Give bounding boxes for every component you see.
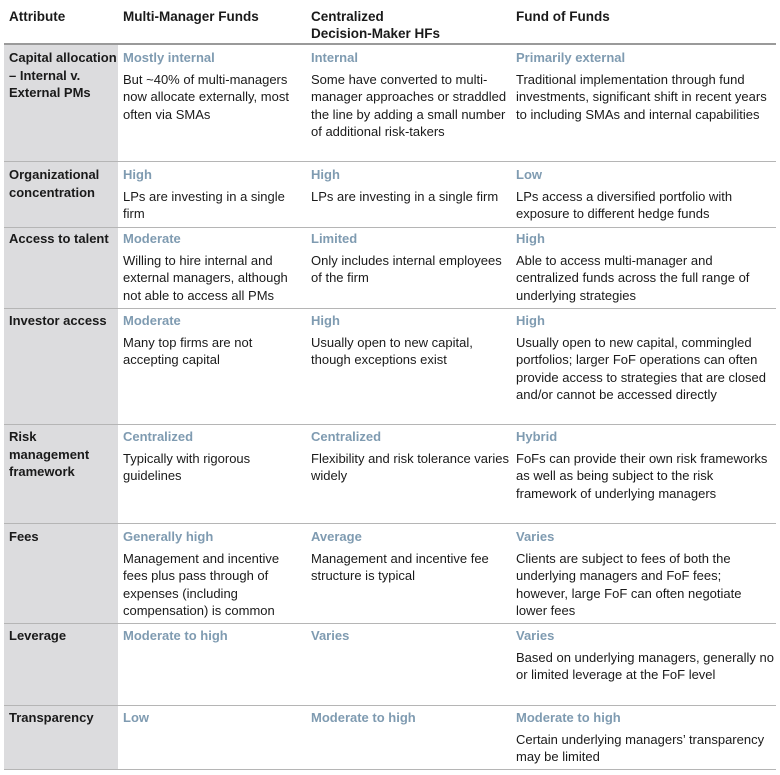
cell-description: Usually open to new capital, though exceptions exist	[311, 334, 473, 367]
header-fund-of-funds: Fund of Funds	[516, 9, 610, 24]
header-attribute: Attribute	[9, 9, 66, 24]
row-divider	[4, 705, 776, 706]
cell-description: But ~40% of multi-managers now allocate externally, most often via SMAs	[123, 71, 289, 122]
multi-manager-cell	[123, 709, 305, 727]
cell-description: LPs access a diversified portfolio with exposure to different hedge funds	[516, 188, 733, 221]
row-attribute: Access to talent	[9, 231, 109, 246]
rating-label: Average	[311, 529, 362, 544]
multi-manager-cell	[123, 166, 305, 223]
cell-description: Management and incentive fees plus pass through of expenses (including compensation) is common	[123, 550, 280, 618]
centralized-cell	[311, 230, 509, 287]
multi-manager-cell	[123, 49, 305, 123]
cell-description: Usually open to new capital, commingled portfolios; larger FoF operations can often provide access to strategies that are closed and/or cannot be accessed directly	[516, 334, 767, 402]
cell-description: Management and incentive fee structure is typical	[311, 550, 489, 583]
cell-description: Clients are subject to fees of both the underlying managers and FoF fees; however, large FoF can often negotiate lower fees	[516, 550, 742, 618]
cell-description: Only includes internal employees of the firm	[311, 252, 502, 285]
fund-of-funds-cell	[516, 312, 774, 404]
row-attribute: Transparency	[9, 710, 94, 725]
row-attribute: Leverage	[9, 628, 67, 643]
rating-label: Moderate to high	[123, 628, 228, 643]
rating-label: High	[123, 167, 152, 182]
row-attribute: Fees	[9, 529, 39, 544]
rating-label: Internal	[311, 50, 358, 65]
fund-of-funds-cell	[516, 528, 774, 620]
rating-label: Moderate to high	[311, 710, 416, 725]
multi-manager-cell	[123, 627, 305, 645]
rating-label: High	[516, 231, 545, 246]
centralized-cell	[311, 528, 509, 585]
cell-description: Many top firms are not accepting capital	[123, 334, 253, 367]
rating-label: Varies	[516, 529, 555, 544]
rating-label: Mostly internal	[123, 50, 215, 65]
cell-description: Traditional implementation through fund investments, significant shift in recent years to including SMAs and internal capabilities	[516, 71, 767, 122]
row-divider	[4, 523, 776, 524]
rating-label: Low	[516, 167, 542, 182]
rating-label: Primarily external	[516, 50, 626, 65]
rating-label: Hybrid	[516, 429, 558, 444]
cell-description: LPs are investing in a single firm	[123, 188, 285, 221]
rating-label: Varies	[311, 628, 350, 643]
rating-label: Low	[123, 710, 149, 725]
cell-description: Some have converted to multi-manager approaches or straddled the line by adding a small number of additional risk-takers	[311, 71, 507, 139]
multi-manager-cell	[123, 312, 305, 369]
attribute-column-background	[4, 44, 118, 770]
header-multi-manager: Multi-Manager Funds	[123, 9, 259, 24]
cell-description: FoFs can provide their own risk frameworks as well as being subject to the risk framework of underlying managers	[516, 450, 768, 501]
row-divider	[4, 424, 776, 425]
fund-of-funds-cell	[516, 49, 774, 123]
rating-label: Limited	[311, 231, 358, 246]
rating-label: High	[311, 313, 340, 328]
multi-manager-cell	[123, 528, 305, 620]
row-attribute: Capital allocation – Internal v. External PMs	[9, 50, 117, 100]
centralized-cell	[311, 49, 509, 141]
cell-description: Able to access multi-manager and centralized funds across the full range of underlying strategies	[516, 252, 750, 303]
rating-label: Centralized	[123, 429, 194, 444]
row-attribute: Investor access	[9, 313, 107, 328]
row-attribute: Risk management framework	[9, 429, 90, 479]
rating-label: High	[311, 167, 340, 182]
fund-of-funds-cell	[516, 709, 774, 766]
fund-of-funds-cell	[516, 230, 774, 304]
cell-description: Certain underlying managers’ transparency may be limited	[516, 731, 765, 764]
centralized-cell	[311, 428, 509, 485]
row-divider	[4, 161, 776, 162]
cell-description: Flexibility and risk tolerance varies widely	[311, 450, 509, 483]
rating-label: Varies	[516, 628, 555, 643]
cell-description: Willing to hire internal and external managers, although not able to access all PMs	[123, 252, 288, 303]
header-rule	[4, 43, 776, 45]
row-attribute: Organizational concentration	[9, 167, 100, 200]
rating-label: Centralized	[311, 429, 382, 444]
rating-label: Moderate to high	[516, 710, 621, 725]
fund-of-funds-cell	[516, 428, 774, 502]
multi-manager-cell	[123, 428, 305, 485]
row-divider	[4, 308, 776, 309]
rating-label: Moderate	[123, 231, 181, 246]
centralized-cell	[311, 709, 509, 727]
table-bottom-rule	[4, 769, 776, 770]
centralized-cell	[311, 312, 509, 369]
centralized-cell	[311, 166, 509, 205]
cell-description: Based on underlying managers, generally no or limited leverage at the FoF level	[516, 649, 775, 682]
rating-label: High	[516, 313, 545, 328]
multi-manager-cell	[123, 230, 305, 304]
cell-description: Typically with rigorous guidelines	[123, 450, 251, 483]
rating-label: Moderate	[123, 313, 181, 328]
rating-label: Generally high	[123, 529, 214, 544]
fund-of-funds-cell	[516, 627, 774, 684]
row-divider	[4, 227, 776, 228]
cell-description: LPs are investing in a single firm	[311, 188, 499, 204]
header-centralized: Centralized Decision-Maker HFs	[311, 9, 441, 41]
centralized-cell	[311, 627, 509, 645]
row-divider	[4, 623, 776, 624]
fund-of-funds-cell	[516, 166, 774, 223]
